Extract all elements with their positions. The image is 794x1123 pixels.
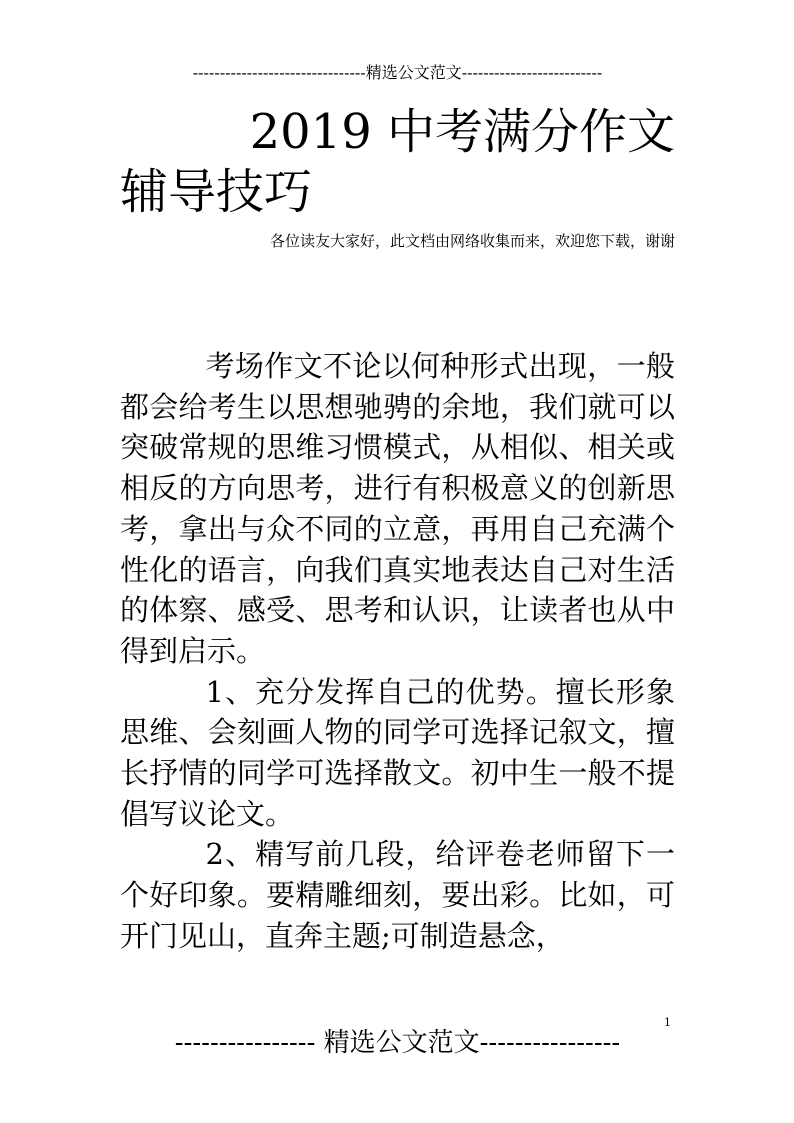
page-header: --------------------------------精选公文范文-------------------------- (192, 63, 603, 82)
paragraph-tip-2: 2、精写前几段，给评卷老师留下一个好印象。要精雕细刻，要出彩。比如，可开门见山，直奔主题;可制造悬念， (120, 837, 675, 953)
page-number: 1 (664, 1016, 671, 1029)
paragraph-intro: 考场作文不论以何种形式出现，一般都会给考生以思想驰骋的余地，我们就可以突破常规的思维习惯模式，从相似、相关或相反的方向思考，进行有积极意义的创新思考，拿出与众不同的立意，再用自己充满个性化的语言，向我们真实地表达自己对生活的体察、感受、思考和认识，让读者也从中得到启示。 (120, 349, 675, 668)
title-line-2: 辅导技巧 (120, 164, 313, 220)
title-line-1: 2019 中考满分作文 (249, 104, 675, 160)
paragraph-tip-1: 1、充分发挥自己的优势。擅长形象思维、会刻画人物的同学可选择记叙文，擅长抒情的同学可选择散文。初中生一般不提倡写议论文。 (120, 674, 675, 831)
page-footer: ---------------- 精选公文范文---------------- (174, 1028, 621, 1058)
document-title (120, 102, 675, 222)
article-body (120, 346, 675, 957)
download-notice: 各位读友大家好，此文档由网络收集而来，欢迎您下载，谢谢 (269, 232, 675, 250)
